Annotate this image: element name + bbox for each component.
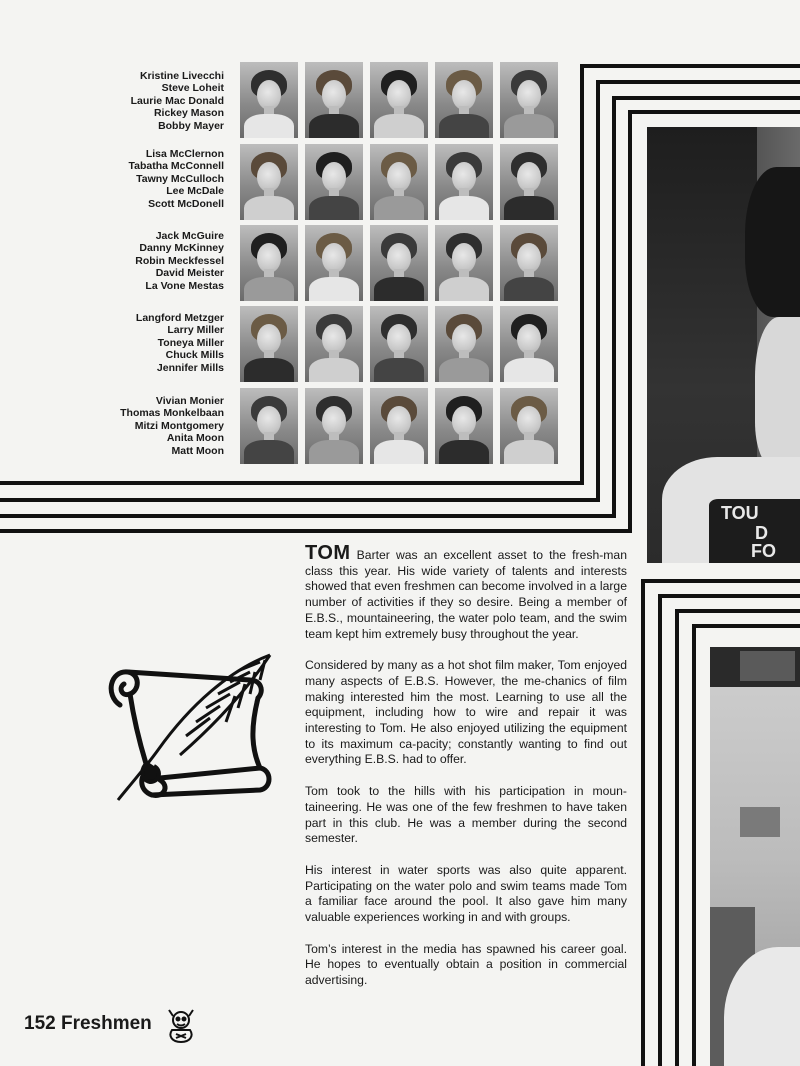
- article-lead-word: TOM: [305, 542, 351, 564]
- page-footer: [24, 1013, 152, 1035]
- portrait-shirt: [504, 114, 554, 138]
- student-portrait: [305, 62, 363, 138]
- student-name: Lisa McClernon: [145, 148, 224, 160]
- photo-wall-object: [740, 807, 780, 837]
- student-portrait: [240, 144, 298, 220]
- student-name: Danny McKinney: [139, 242, 224, 255]
- student-name: Jennifer Mills: [156, 361, 224, 374]
- portrait-shirt: [504, 277, 554, 301]
- photo-shirt-print: [709, 499, 800, 563]
- portrait-shirt: [309, 440, 359, 464]
- portrait-shirt: [244, 114, 294, 138]
- feature-photo-bottom: [710, 647, 800, 1066]
- student-name: Matt Moon: [171, 444, 224, 457]
- student-name: Vivian Monier: [155, 395, 224, 407]
- portrait-shirt: [244, 440, 294, 464]
- photo-person-cheek: [755, 317, 800, 467]
- student-portrait: [500, 62, 558, 138]
- name-group-row-3: [60, 230, 224, 292]
- portrait-shirt: [504, 440, 554, 464]
- article-paragraph-text: Barter was an excellent asset to the fresh-man class this year. His wide variety of talents and interests showed that even freshmen can become involved in a large number of activities if they so desire. Being a member of E.B.S., mountaineering, the water polo team, and the swim team kept him extremely busy throughout the year.: [305, 548, 627, 641]
- student-portrait: [305, 388, 363, 464]
- article-paragraph-5: Tom’s interest in the media has spawned his career goal. He hopes to eventually obtain a position in commercial advertising.: [305, 941, 627, 988]
- portrait-shirt: [244, 358, 294, 382]
- student-name: Robin Meckfessel: [135, 254, 224, 267]
- portrait-shirt: [439, 358, 489, 382]
- student-name: Rickey Mason: [153, 107, 224, 120]
- student-portrait: [240, 62, 298, 138]
- photo-window-pane: [740, 651, 795, 681]
- portrait-shirt: [374, 358, 424, 382]
- student-name: Mitzi Montgomery: [134, 419, 224, 432]
- portrait-shirt: [439, 114, 489, 138]
- page-number: 152: [24, 1013, 56, 1034]
- article-body: [305, 542, 627, 1005]
- portrait-shirt: [374, 196, 424, 220]
- article-paragraph-1: [305, 542, 627, 642]
- student-portrait: [370, 62, 428, 138]
- student-portrait: [435, 388, 493, 464]
- student-portrait: [305, 225, 363, 301]
- portrait-shirt: [439, 196, 489, 220]
- portrait-shirt: [439, 277, 489, 301]
- mascot-icon: [164, 1008, 198, 1044]
- portrait-shirt: [504, 358, 554, 382]
- portrait-shirt: [374, 114, 424, 138]
- portrait-shirt: [439, 440, 489, 464]
- portrait-shirt: [309, 358, 359, 382]
- shirt-text: FO: [751, 541, 776, 561]
- student-name: Bobby Mayer: [158, 119, 224, 132]
- student-portrait: [370, 306, 428, 382]
- student-portrait: [500, 225, 558, 301]
- student-name: David Meister: [155, 267, 224, 280]
- name-group-row-4: [60, 312, 224, 374]
- article-paragraph-3: Tom took to the hills with his participation in moun-taineering. He was one of the few freshmen to have taken part in this club. He was a member during the second semester.: [305, 784, 627, 846]
- student-name: Steve Loheit: [161, 82, 224, 95]
- student-name: Larry Miller: [167, 324, 224, 337]
- feature-photo-top: [647, 127, 800, 563]
- student-portrait: [500, 144, 558, 220]
- student-portrait: [240, 225, 298, 301]
- student-portrait: [435, 144, 493, 220]
- student-portrait: [240, 388, 298, 464]
- student-portrait: [435, 306, 493, 382]
- name-group-row-5: [60, 395, 224, 457]
- article-paragraph-2: Considered by many as a hot shot film maker, Tom enjoyed many aspects of E.B.S. However, the me-chanics of film making interested him the most. Learning to use all the equipment, including how to wire and repair it was interesting to Tom. He also enjoyed utilizing the equipment to its maximum ca-pacity; constantly wanting to find out everything E.B.S. had to offer.: [305, 658, 627, 767]
- student-portrait: [370, 388, 428, 464]
- portrait-shirt: [504, 196, 554, 220]
- student-portrait: [370, 225, 428, 301]
- student-name: Lee McDale: [166, 185, 224, 198]
- portrait-shirt: [309, 114, 359, 138]
- portrait-shirt: [244, 196, 294, 220]
- student-name: Jack McGuire: [155, 230, 224, 242]
- shirt-text: TOU: [721, 503, 759, 523]
- shirt-text: D: [755, 523, 768, 543]
- student-name: Thomas Monkelbaan: [120, 407, 224, 420]
- student-name: Tabatha McConnell: [128, 160, 224, 173]
- name-group-row-2: [60, 148, 224, 210]
- student-portrait: [370, 144, 428, 220]
- student-name: Chuck Mills: [165, 349, 224, 362]
- photo-person-hair: [745, 167, 800, 317]
- student-name: La Vone Mestas: [145, 279, 224, 292]
- student-name: Scott McDonell: [148, 197, 224, 210]
- student-name: Langford Metzger: [135, 312, 224, 324]
- student-name: Laurie Mac Donald: [130, 94, 224, 107]
- student-portrait: [305, 144, 363, 220]
- student-portrait: [240, 306, 298, 382]
- student-name: Kristine Livecchi: [139, 70, 224, 82]
- student-name: Toneya Miller: [157, 336, 224, 349]
- student-name: Tawny McCulloch: [136, 172, 224, 185]
- section-title: Freshmen: [60, 1013, 152, 1034]
- student-portrait: [435, 62, 493, 138]
- student-portrait: [435, 225, 493, 301]
- student-name: Anita Moon: [166, 432, 224, 445]
- portrait-shirt: [374, 440, 424, 464]
- student-portrait: [305, 306, 363, 382]
- student-portrait: [500, 388, 558, 464]
- article-paragraph-4: His interest in water sports was also quite apparent. Participating on the water polo and swim teams made Tom a familiar face around the pool. It also gave him many valuable experiences working in and with groups.: [305, 862, 627, 925]
- portrait-shirt: [244, 277, 294, 301]
- portrait-shirt: [309, 196, 359, 220]
- portrait-shirt: [374, 277, 424, 301]
- scroll-quill-illustration: [100, 650, 280, 810]
- portrait-shirt: [309, 277, 359, 301]
- student-portrait: [500, 306, 558, 382]
- name-group-row-1: [60, 70, 224, 132]
